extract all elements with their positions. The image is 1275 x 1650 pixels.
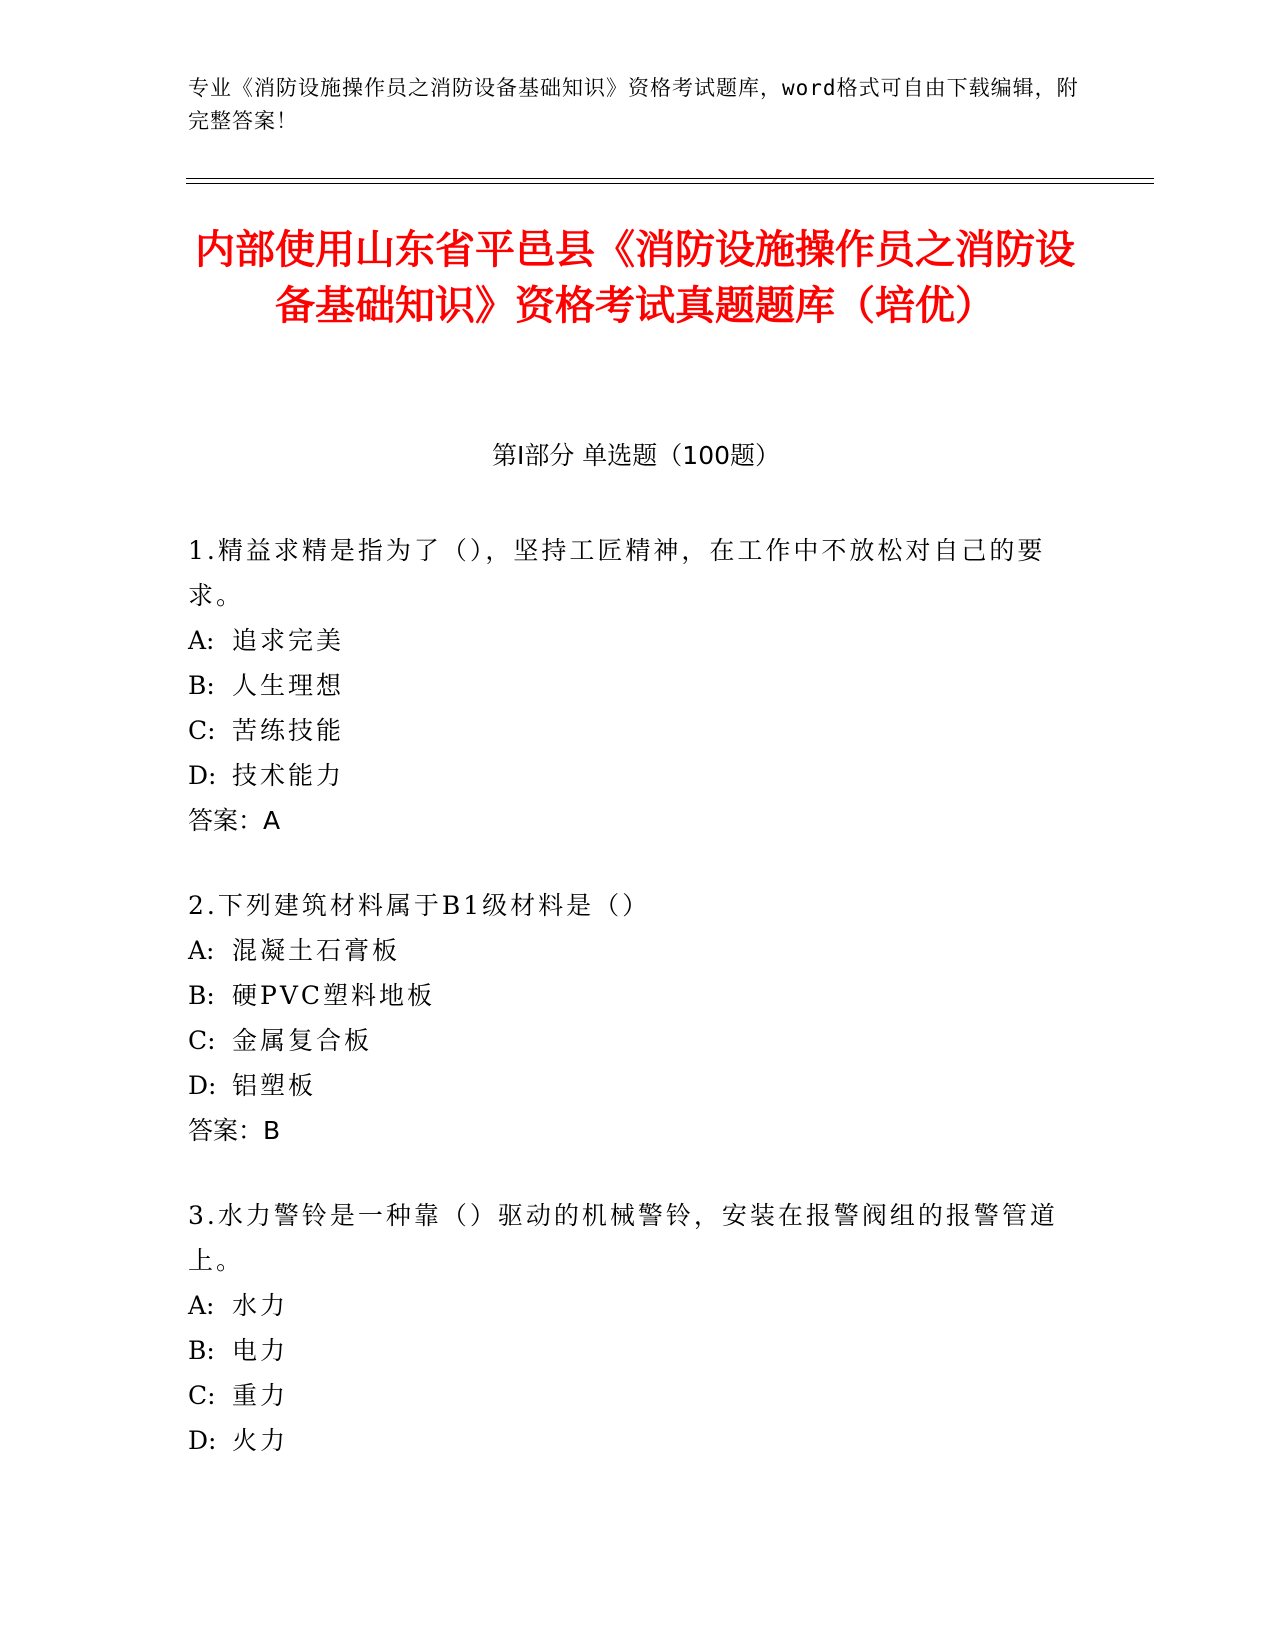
option-text: 技术能力 [232, 761, 345, 790]
section-title: 第Ⅰ部分 单选题（100题） [491, 441, 781, 470]
answer-line: 答案：A [188, 806, 281, 835]
option-text: 硬PVC塑料地板 [232, 981, 436, 1010]
option-d [188, 753, 1068, 798]
question-2 [188, 883, 1068, 1153]
option-key: B: [188, 671, 215, 700]
option-d [188, 1418, 1068, 1463]
option-text: 火力 [232, 1426, 289, 1455]
option-key: D: [188, 1071, 217, 1100]
option-key: C: [188, 1381, 216, 1410]
option-key: A: [188, 936, 215, 965]
question-stem: 2.下列建筑材料属于B1级材料是（） [188, 891, 651, 920]
option-c [188, 1373, 1068, 1418]
option-key: C: [188, 716, 216, 745]
question-3 [188, 1193, 1068, 1463]
option-c [188, 1018, 1068, 1063]
header-rule-bottom [186, 183, 1154, 184]
option-a [188, 928, 1068, 973]
option-text: 重力 [232, 1381, 289, 1410]
question-list [188, 528, 1068, 1503]
option-text: 铝塑板 [232, 1071, 317, 1100]
option-b [188, 663, 1068, 708]
answer-line: 答案：B [188, 1116, 281, 1145]
document-title: 内部使用山东省平邑县《消防设施操作员之消防设备基础知识》资格考试真题题库（培优） [195, 227, 1075, 329]
option-c [188, 708, 1068, 753]
question-stem: 3.水力警铃是一种靠（）驱动的机械警铃，安装在报警阀组的报警管道上。 [188, 1201, 1058, 1275]
question-1 [188, 528, 1068, 843]
option-text: 混凝土石膏板 [232, 936, 401, 965]
option-key: B: [188, 981, 215, 1010]
option-text: 苦练技能 [232, 716, 345, 745]
option-key: A: [188, 1291, 215, 1320]
question-stem: 1.精益求精是指为了（），坚持工匠精神，在工作中不放松对自己的要求。 [188, 536, 1046, 610]
header-note: 专业《消防设施操作员之消防设备基础知识》资格考试题库，word格式可自由下载编辑，附完整答案！ [188, 76, 1079, 133]
option-key: D: [188, 761, 217, 790]
option-key: C: [188, 1026, 216, 1055]
option-a [188, 618, 1068, 663]
option-d [188, 1063, 1068, 1108]
option-text: 人生理想 [232, 671, 345, 700]
option-text: 电力 [232, 1336, 289, 1365]
option-b [188, 973, 1068, 1018]
option-key: B: [188, 1336, 215, 1365]
option-b [188, 1328, 1068, 1373]
option-text: 金属复合板 [232, 1026, 373, 1055]
option-key: D: [188, 1426, 217, 1455]
header-rule-top [186, 178, 1154, 179]
option-a [188, 1283, 1068, 1328]
option-text: 追求完美 [232, 626, 345, 655]
option-text: 水力 [232, 1291, 289, 1320]
option-key: A: [188, 626, 215, 655]
